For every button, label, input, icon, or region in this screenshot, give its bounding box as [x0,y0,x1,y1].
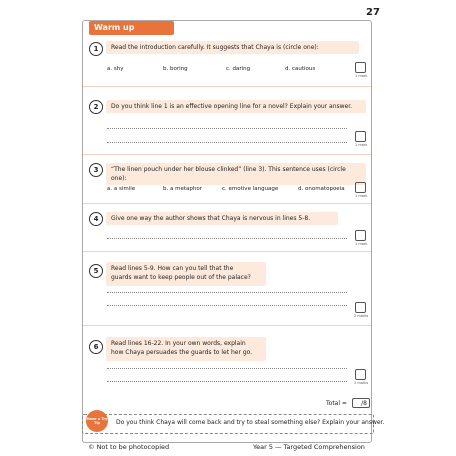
mark-label-1: 1 mark [355,74,368,78]
question-6-text [106,337,266,361]
question-6-line-1: Read lines 16-22. In your own words, explain [111,340,246,347]
answer-line[interactable] [107,305,347,306]
mark-box-1[interactable] [355,62,366,73]
q1-option-a[interactable]: a. shy [107,66,124,72]
mark-box-4[interactable] [355,230,366,241]
mark-box-5[interactable] [355,302,366,313]
answer-line[interactable] [107,128,347,129]
q3-option-a[interactable]: a. a simile [107,186,136,192]
question-5-text [106,262,266,286]
divider [82,203,372,204]
question-frame [82,20,372,443]
question-5-line-1: Read lines 5-9. How can you tell that the [111,265,234,272]
answer-line[interactable] [107,381,347,382]
q3-option-c[interactable]: c. emotive language [222,186,279,192]
mark-box-2[interactable] [355,131,366,142]
question-3-text: “The linen pouch under her blouse clinked” (line 3). This sentence uses (circle one): [106,163,366,185]
question-number-2: 2 [89,100,103,114]
tip-badge: Have a Try Tip [86,410,108,432]
divider [82,325,372,326]
question-1-text: Read the introduction carefully. It suggests that Chaya is (circle one): [106,41,359,54]
question-number-3: 3 [89,163,103,177]
total-label: Total = [326,400,347,407]
divider [82,154,372,155]
q3-option-b[interactable]: b. a metaphor [163,186,202,192]
answer-line[interactable] [107,368,347,369]
question-2-text: Do you think line 1 is an effective opening line for a novel? Explain your answer. [106,100,366,113]
mark-box-3[interactable] [355,182,366,193]
mark-label-4: 1 mark [355,242,368,246]
question-6-line-2: how Chaya persuades the guards to let her go. [111,349,253,356]
mark-label-6: 2 marks [354,381,369,385]
divider [82,251,372,252]
question-number-1: 1 [89,42,103,56]
q1-option-c[interactable]: c. daring [226,66,251,72]
mark-label-5: 2 marks [354,314,369,318]
mark-label-3: 1 mark [355,194,368,198]
question-number-4: 4 [89,212,103,226]
divider [82,86,372,87]
page-number: 27 [366,7,380,18]
tip-text: Do you think Chaya will come back and try to steal something else? Explain your answer. [116,419,385,426]
footer-title: Year 5 — Targeted Comprehension [253,443,365,451]
question-4-text: Give one way the author shows that Chaya is nervous in lines 5-8. [106,212,338,225]
footer-copyright: © Not to be photocopied [88,443,170,451]
question-5-line-2: guards want to keep people out of the palace? [111,274,251,281]
q1-option-d[interactable]: d. cautious [285,66,316,72]
total-box[interactable]: /8 [352,398,370,408]
question-number-6: 6 [89,340,103,354]
question-number-5: 5 [89,264,103,278]
q1-option-b[interactable]: b. boring [163,66,188,72]
q3-option-d[interactable]: d. onomatopoeia [298,186,345,192]
answer-line[interactable] [107,238,347,239]
section-title: Warm up [89,21,174,35]
mark-label-2: 1 mark [355,143,368,147]
answer-line[interactable] [107,142,347,143]
mark-box-6[interactable] [355,369,366,380]
answer-line[interactable] [107,292,347,293]
